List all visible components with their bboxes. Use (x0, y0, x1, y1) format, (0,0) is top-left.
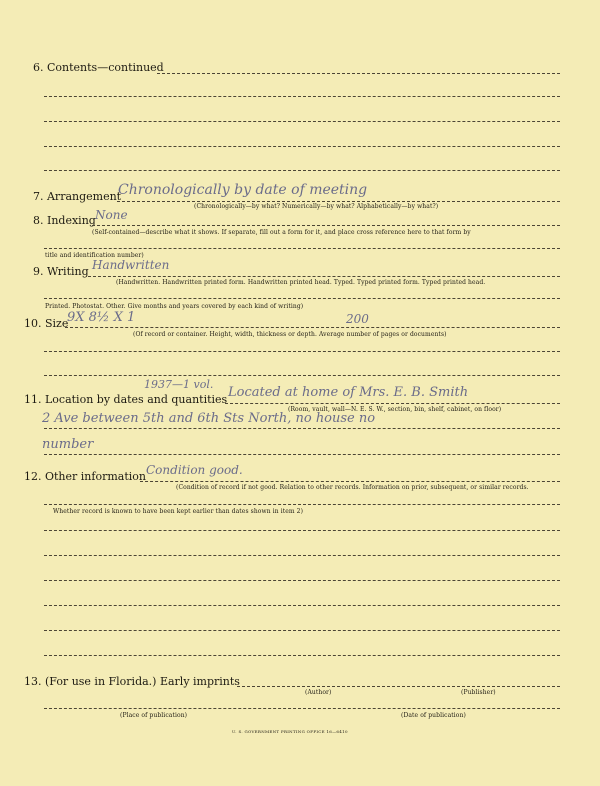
item13-label: 13. (For use in Florida.) Early imprints (24, 675, 240, 688)
item9-value: Handwritten (92, 258, 170, 272)
item12-line-5 (44, 580, 560, 581)
item9-line-2 (44, 298, 560, 299)
item11-line-3 (44, 454, 560, 455)
item10-label: 10. Size (24, 317, 69, 330)
item13-line-2 (44, 708, 560, 709)
item6-line-1 (157, 73, 560, 74)
item11-hint: (Room, vault, wall—N. E. S. W., section, bin, shelf, cabinet, on floor) (288, 406, 502, 413)
item12-label: 12. Other information (24, 470, 146, 483)
item7-value: Chronologically by date of meeting (118, 182, 368, 198)
item6-label: 6. Contents—continued (33, 61, 164, 74)
item11-line-2 (44, 428, 560, 429)
item11-value-2: 2 Ave between 5th and 6th Sts North, no house no (42, 411, 376, 426)
item9-line-1 (88, 276, 560, 277)
item12-hint-2: Whether record is known to have been kept earlier than dates shown in item 2) (53, 508, 304, 515)
item11-value-1: Located at home of Mrs. E. B. Smith (228, 385, 469, 400)
item8-hint-1: (Self-contained—describe what it shows. If separate, fill out a form for it, and place cross reference here to that form by (92, 229, 471, 236)
item10-pages: 200 (346, 312, 369, 326)
item12-line-2 (44, 504, 560, 505)
item13-line-1 (237, 686, 560, 687)
item8-label: 8. Indexing (33, 214, 96, 227)
item11-dates: 1937—1 vol. (144, 378, 214, 391)
item13-publisher-label: (Publisher) (461, 689, 496, 696)
item12-hint-1: (Condition of record if not good. Relation to other records. Information on prior, subsequent, or similar records. (176, 484, 529, 491)
item8-hint-2: title and identification number) (45, 252, 144, 259)
item10-hint: (Of record or container. Height, width, thickness or depth. Average number of pages or documents) (133, 331, 447, 338)
item13-date-label: (Date of publication) (401, 712, 466, 719)
item8-line-1 (92, 225, 560, 226)
item11-line-1 (225, 403, 560, 404)
printing-office-footer: U. S. GOVERNMENT PRINTING OFFICE 16—6410 (232, 729, 348, 734)
item9-hint-1: (Handwritten. Handwritten printed form. Handwritten printed head. Typed. Typed printed form. Typed printed head. (116, 279, 486, 286)
item10-line-3 (44, 375, 560, 376)
item7-line (117, 201, 560, 202)
item7-label: 7. Arrangement (33, 190, 122, 203)
item13-author-label: (Author) (305, 689, 332, 696)
item9-label: 9. Writing (33, 265, 89, 278)
item8-line-2 (44, 248, 560, 249)
item6-line-4 (44, 146, 560, 147)
item9-hint-2: Printed. Photostat. Other. Give months and years covered by each kind of writing) (45, 303, 304, 310)
item13-place-label: (Place of publication) (120, 712, 188, 719)
item12-value: Condition good. (146, 463, 243, 477)
item7-hint: (Chronologically—by what? Numerically—by what? Alphabetically—by what?) (194, 203, 439, 210)
item10-line-2 (44, 351, 560, 352)
item10-value: 9X 8½ X 1 (67, 310, 136, 325)
item12-line-8 (44, 655, 560, 656)
item12-line-3 (44, 530, 560, 531)
item12-line-4 (44, 555, 560, 556)
item11-label: 11. Location by dates and quantities (24, 393, 228, 406)
item8-value: None (95, 208, 128, 222)
item12-line-7 (44, 630, 560, 631)
item10-line-1 (65, 327, 560, 328)
item6-line-3 (44, 121, 560, 122)
item12-line-6 (44, 605, 560, 606)
item6-line-5 (44, 170, 560, 171)
item11-value-3: number (42, 437, 94, 452)
item6-line-2 (44, 96, 560, 97)
item12-line-1 (140, 481, 560, 482)
